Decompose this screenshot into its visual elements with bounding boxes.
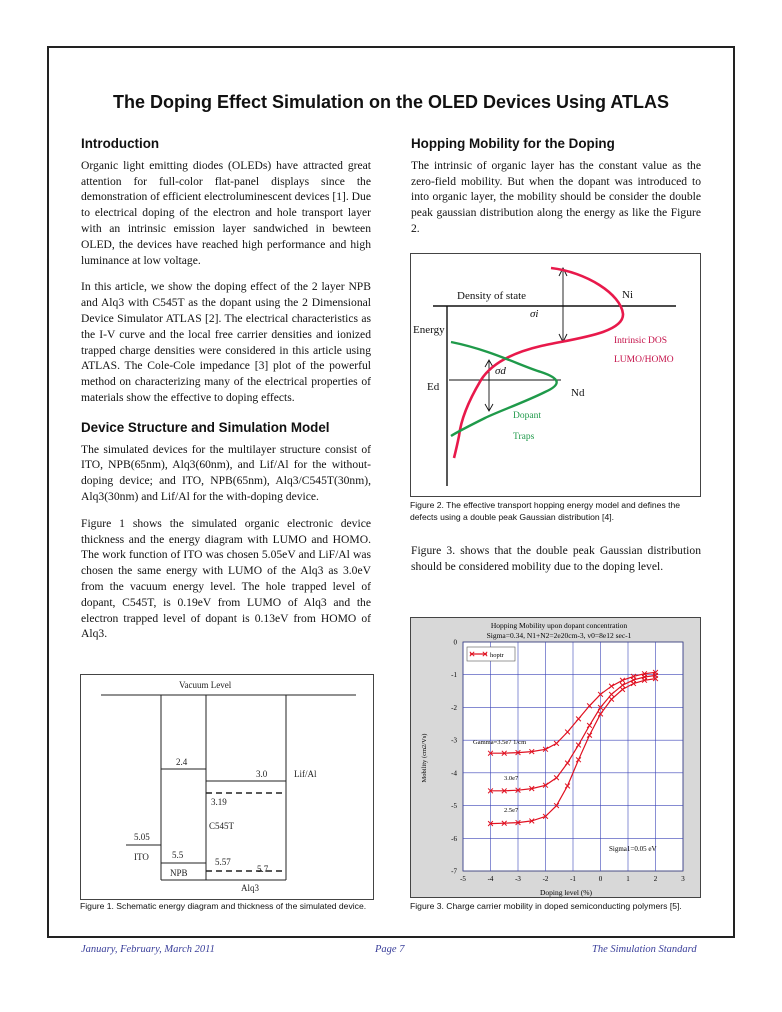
fig1-value-2-4: 2.4 bbox=[176, 757, 188, 767]
footer-page: Page 7 bbox=[375, 944, 405, 955]
right-column bbox=[411, 136, 701, 248]
x-tick-label: -3 bbox=[515, 875, 521, 883]
article-title: The Doping Effect Simulation on the OLED Devices Using ATLAS bbox=[112, 92, 670, 112]
footer-publication: The Simulation Standard bbox=[592, 944, 697, 955]
y-tick-label: -7 bbox=[451, 867, 457, 876]
sigma1-label: Sigma1=0.05 eV bbox=[609, 845, 657, 853]
device-paragraph-2: Figure 1 shows the simulated organic electronic device thickness and the energy diagram with LUMO and HOMO. The work function of ITO was chosen 5.05eV and LiF/Al was chosen the same energy with LUMO of the Alq3 as 3.0eV from the vacuum energy level. The hole trapped level of dopant, C545T, is 0.19eV from LUMO of Alq3 and the electron trapped level of dopant is 0.13eV from HOMO of Alq3. bbox=[81, 516, 371, 641]
device-paragraph-1: The simulated devices for the multilayer structure consist of ITO, NPB(65nm), Alq3(60nm), and Lif/Al for the without-doping device; and ITO, NPB(65nm), Alq3/C545T(30nm), Alq3(30nm) and Lif/Al for the with-doping device. bbox=[81, 442, 371, 503]
hopping-heading: Hopping Mobility for the Doping bbox=[411, 136, 615, 151]
fig2-energy-label: Energy bbox=[413, 324, 445, 336]
hopping-paragraph-2-block bbox=[411, 543, 701, 586]
y-tick-label: -5 bbox=[451, 802, 457, 811]
fig1-value-5-7: 5.7 bbox=[257, 864, 269, 874]
fig1-ito-label: ITO bbox=[134, 852, 149, 862]
x-tick-label: -4 bbox=[487, 875, 494, 883]
x-axis-label: Doping level (%) bbox=[539, 888, 593, 897]
fig1-value-3-0: 3.0 bbox=[256, 769, 268, 779]
figure-3-box bbox=[410, 617, 701, 898]
figure-2-caption: Figure 2. The effective transport hopping energy model and defines the defects using a double peak Gaussian distribution [4]. bbox=[410, 500, 681, 522]
fig2-traps-label: Traps bbox=[513, 432, 535, 442]
hopping-paragraph-1: The intrinsic of organic layer has the constant value as the zero-field mobility. But when the dopant was introduced to into organic layer, the mobility should be consider the double peak gaussian distribution along the energy as like the Figure 2. bbox=[411, 158, 701, 235]
fig1-value-5-05: 5.05 bbox=[134, 832, 150, 842]
introduction-heading: Introduction bbox=[81, 136, 160, 151]
x-tick-label: -1 bbox=[570, 875, 576, 883]
figure-3-caption: Figure 3. Charge carrier mobility in doped semiconducting polymers [5]. bbox=[410, 901, 682, 911]
series-label-2-5e7: 2.5e7 bbox=[504, 807, 519, 814]
fig1-alq3-label: Alq3 bbox=[241, 883, 259, 893]
y-tick-label: -2 bbox=[451, 703, 457, 712]
fig1-npb-label: NPB bbox=[170, 868, 188, 878]
x-tick-label: 2 bbox=[653, 875, 658, 883]
fig1-value-5-5: 5.5 bbox=[172, 850, 184, 860]
x-tick-label: -2 bbox=[542, 875, 549, 883]
y-tick-label: 0 bbox=[453, 638, 457, 647]
hopping-paragraph-2: Figure 3. shows that the double peak Gaussian distribution should be considered mobility due to the doping level. bbox=[411, 544, 701, 573]
fig2-ed-label: Ed bbox=[427, 381, 440, 393]
figure-3-chart bbox=[411, 618, 700, 897]
chart-title: Hopping Mobility upon dopant concentration bbox=[490, 621, 628, 630]
y-tick-label: -4 bbox=[451, 769, 457, 778]
fig1-c545t-label: C545T bbox=[209, 821, 235, 831]
fig1-value-3-19: 3.19 bbox=[211, 797, 227, 807]
footer-date: January, February, March 2011 bbox=[81, 944, 215, 955]
intro-paragraph-2: In this article, we show the doping effect of the 2 layer NPB and Alq3 with C545T as the dopant using the 2 Dimensional Device Simulator ATLAS [2]. The electrical characteristics as the I-V curve and the local free carrier densities and ionized trapped charge densities were considered in this article using ATLAS. The Cole-Cole impedance [3] plot of the powerful method on characterizing many of the electrical properties of materials show the effective to doping effects. bbox=[81, 280, 371, 404]
fig2-lumohomo-label: LUMO/HOMO bbox=[614, 355, 674, 365]
fig2-ni-label: Ni bbox=[622, 289, 633, 301]
fig1-lifal-label: Lif/Al bbox=[294, 769, 317, 779]
x-tick-label: 3 bbox=[681, 875, 685, 883]
fig2-sigma-d-label: σd bbox=[495, 365, 506, 377]
series-label-gamma: Gamma=3.5e7 1/cm bbox=[473, 739, 527, 746]
fig1-vacuum-label: Vacuum Level bbox=[179, 680, 232, 690]
device-structure-heading: Device Structure and Simulation Model bbox=[81, 419, 330, 435]
fig2-intrinsic-label: Intrinsic DOS bbox=[614, 336, 668, 346]
fig2-density-label: Density of state bbox=[457, 290, 527, 302]
y-axis-label: Mobility (cm2/Vs) bbox=[421, 733, 428, 783]
fig2-nd-label: Nd bbox=[571, 387, 585, 399]
dopant-traps-curve bbox=[451, 342, 557, 436]
fig2-dopant-label: Dopant bbox=[513, 411, 541, 421]
chart-subtitle: Sigma=0.34, N1+N2=2e20cm-3, v0=8e12 sec-1 bbox=[486, 631, 632, 640]
y-tick-label: -1 bbox=[451, 671, 457, 680]
intro-paragraph-1: Organic light emitting diodes (OLEDs) have attracted great attention for full-color flat-panel displays since the demonstration of efficient electroluminescent devices [1]. Due to electrical doping of the electron and hole transport layer with an intrinsic emission layer sandwiched in bewteen OLED, the devices have reached high performance and high luminance at low voltage. bbox=[81, 158, 371, 267]
series-label-3-0e7: 3.0e7 bbox=[504, 775, 519, 782]
legend-label: hoptr bbox=[490, 652, 504, 659]
y-tick-label: -6 bbox=[451, 834, 457, 843]
left-column bbox=[81, 136, 371, 653]
fig2-sigma-i-label: σi bbox=[530, 308, 539, 320]
figure-1-caption: Figure 1. Schematic energy diagram and thickness of the simulated device. bbox=[80, 901, 367, 911]
figure-1-box bbox=[80, 674, 374, 900]
fig1-value-5-57: 5.57 bbox=[215, 857, 231, 867]
x-tick-label: 1 bbox=[626, 875, 630, 883]
y-tick-label: -3 bbox=[451, 736, 457, 745]
x-tick-label: -5 bbox=[460, 875, 466, 883]
figure-2-diagram bbox=[411, 254, 700, 496]
x-tick-label: 0 bbox=[598, 875, 603, 883]
figure-2-box bbox=[410, 253, 701, 497]
figure-1-diagram bbox=[81, 675, 373, 899]
